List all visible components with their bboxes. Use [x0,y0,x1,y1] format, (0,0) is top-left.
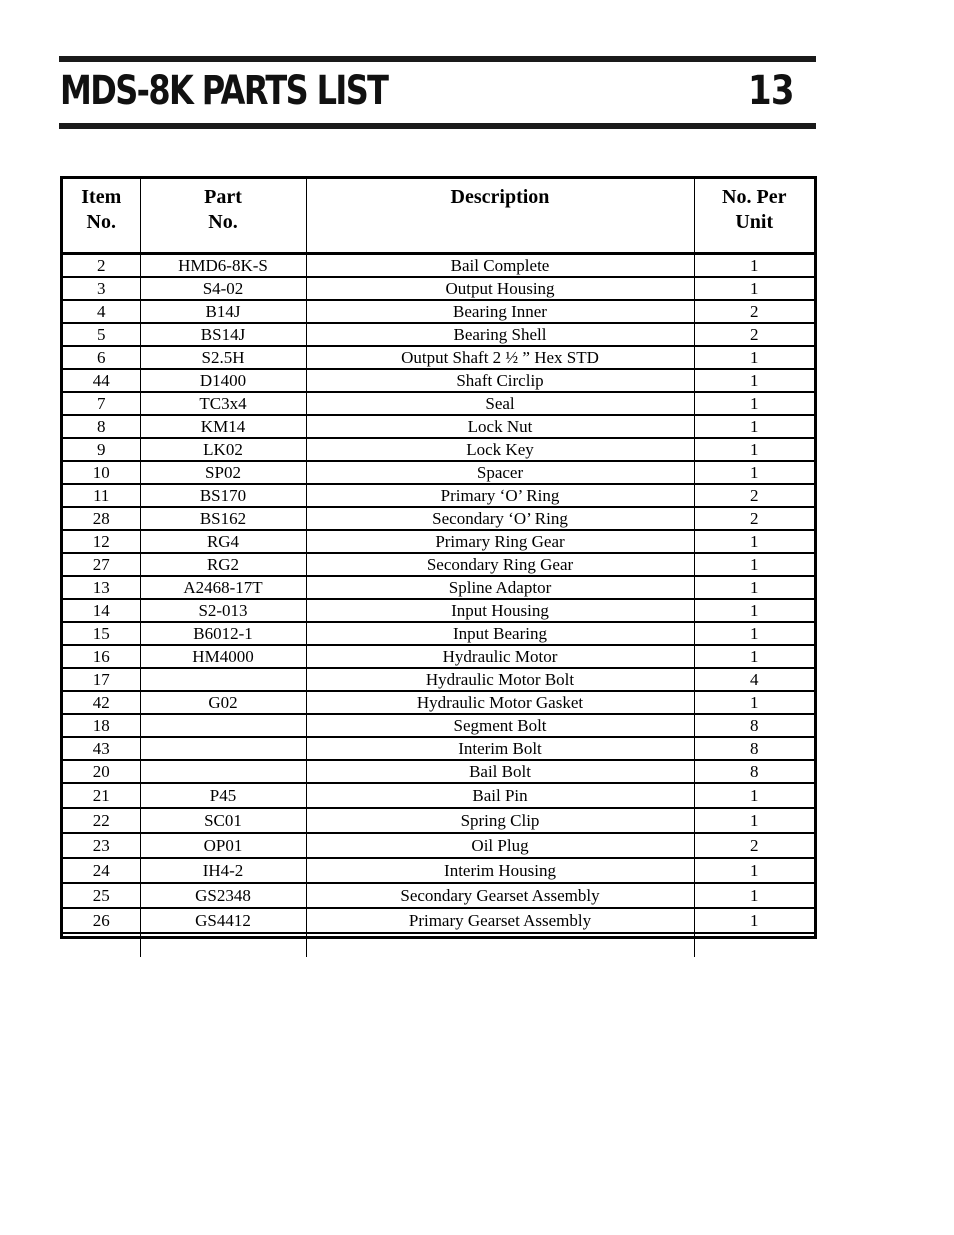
cell-description: Bail Complete [306,254,694,278]
table-row [63,691,814,714]
cell-item-no: 8 [63,415,140,438]
cell-item-no: 25 [63,883,140,908]
cell-description: Spring Clip [306,808,694,833]
cell-part-no [140,737,306,760]
cell-part-no: OP01 [140,833,306,858]
cell-part-no: RG2 [140,553,306,576]
cell-part-no [140,760,306,783]
cell-item-no: 9 [63,438,140,461]
cell-item-no: 11 [63,484,140,507]
table-row [63,783,814,808]
cell-description: Primary Gearset Assembly [306,908,694,933]
cell-item-no: 20 [63,760,140,783]
cell-description: Hydraulic Motor [306,645,694,668]
cell-qty-per-unit: 1 [694,415,814,438]
table-row [63,530,814,553]
cell-part-no: SC01 [140,808,306,833]
parts-table-body [63,254,814,958]
cell-qty-per-unit: 8 [694,737,814,760]
cell-item-no: 21 [63,783,140,808]
table-row [63,622,814,645]
cell-description [306,933,694,957]
parts-table-frame [60,176,817,939]
cell-item-no: 24 [63,858,140,883]
cell-qty-per-unit: 8 [694,760,814,783]
table-row [63,760,814,783]
cell-part-no: G02 [140,691,306,714]
cell-qty-per-unit: 1 [694,461,814,484]
cell-description: Lock Nut [306,415,694,438]
cell-part-no: B6012-1 [140,622,306,645]
cell-part-no: GS2348 [140,883,306,908]
cell-part-no: BS170 [140,484,306,507]
cell-qty-per-unit: 2 [694,300,814,323]
table-row [63,645,814,668]
table-row [63,484,814,507]
table-row [63,415,814,438]
cell-description: Input Housing [306,599,694,622]
cell-part-no: HMD6-8K-S [140,254,306,278]
cell-qty-per-unit: 2 [694,833,814,858]
table-row [63,858,814,883]
cell-item-no: 4 [63,300,140,323]
cell-qty-per-unit: 1 [694,599,814,622]
header-bottom-rule [59,123,816,129]
cell-description: Output Shaft 2 ½ ” Hex STD [306,346,694,369]
table-row [63,300,814,323]
cell-qty-per-unit: 8 [694,714,814,737]
table-row [63,576,814,599]
cell-qty-per-unit: 1 [694,438,814,461]
cell-part-no: TC3x4 [140,392,306,415]
cell-part-no: RG4 [140,530,306,553]
cell-item-no: 7 [63,392,140,415]
cell-part-no [140,714,306,737]
cell-part-no: HM4000 [140,645,306,668]
cell-qty-per-unit: 1 [694,783,814,808]
header-top-rule [59,56,816,62]
cell-qty-per-unit: 1 [694,622,814,645]
page-number: 13 [748,68,794,114]
cell-qty-per-unit: 1 [694,530,814,553]
table-row [63,507,814,530]
cell-description: Secondary Gearset Assembly [306,883,694,908]
cell-qty-per-unit: 1 [694,277,814,300]
cell-description: Bail Bolt [306,760,694,783]
cell-qty-per-unit: 1 [694,858,814,883]
cell-description: Shaft Circlip [306,369,694,392]
cell-description: Bail Pin [306,783,694,808]
cell-description: Spline Adaptor [306,576,694,599]
table-row [63,908,814,933]
cell-part-no: S2.5H [140,346,306,369]
table-row [63,668,814,691]
cell-qty-per-unit: 1 [694,908,814,933]
cell-item-no: 42 [63,691,140,714]
table-row [63,392,814,415]
cell-part-no: P45 [140,783,306,808]
table-row [63,599,814,622]
table-row [63,933,814,957]
page-title: MDS-8K PARTS LIST [60,68,388,114]
cell-description: Spacer [306,461,694,484]
cell-qty-per-unit: 1 [694,691,814,714]
cell-description: Interim Housing [306,858,694,883]
cell-item-no: 26 [63,908,140,933]
cell-item-no: 13 [63,576,140,599]
cell-item-no [63,933,140,957]
cell-description: Hydraulic Motor Bolt [306,668,694,691]
cell-item-no: 28 [63,507,140,530]
cell-item-no: 15 [63,622,140,645]
cell-description: Lock Key [306,438,694,461]
cell-item-no: 16 [63,645,140,668]
cell-description: Oil Plug [306,833,694,858]
table-row [63,833,814,858]
parts-table [63,179,814,957]
cell-part-no: KM14 [140,415,306,438]
cell-qty-per-unit [694,933,814,957]
cell-part-no [140,933,306,957]
cell-description: Segment Bolt [306,714,694,737]
cell-part-no: IH4-2 [140,858,306,883]
cell-part-no: B14J [140,300,306,323]
cell-item-no: 10 [63,461,140,484]
cell-description: Primary Ring Gear [306,530,694,553]
column-header-item-no: Item No. [63,179,140,254]
cell-item-no: 14 [63,599,140,622]
cell-part-no: LK02 [140,438,306,461]
cell-item-no: 43 [63,737,140,760]
cell-qty-per-unit: 1 [694,645,814,668]
table-row [63,438,814,461]
cell-qty-per-unit: 1 [694,808,814,833]
cell-part-no: SP02 [140,461,306,484]
cell-description: Interim Bolt [306,737,694,760]
cell-item-no: 18 [63,714,140,737]
cell-item-no: 17 [63,668,140,691]
cell-description: Secondary Ring Gear [306,553,694,576]
cell-qty-per-unit: 1 [694,553,814,576]
cell-description: Primary ‘O’ Ring [306,484,694,507]
cell-qty-per-unit: 1 [694,346,814,369]
cell-qty-per-unit: 1 [694,883,814,908]
cell-part-no: D1400 [140,369,306,392]
cell-qty-per-unit: 1 [694,392,814,415]
table-row [63,714,814,737]
table-row [63,883,814,908]
cell-qty-per-unit: 4 [694,668,814,691]
cell-qty-per-unit: 1 [694,576,814,599]
cell-part-no: BS14J [140,323,306,346]
cell-item-no: 5 [63,323,140,346]
cell-description: Secondary ‘O’ Ring [306,507,694,530]
cell-description: Seal [306,392,694,415]
cell-description: Bearing Shell [306,323,694,346]
cell-item-no: 6 [63,346,140,369]
cell-part-no: GS4412 [140,908,306,933]
cell-item-no: 2 [63,254,140,278]
cell-qty-per-unit: 2 [694,484,814,507]
table-row [63,254,814,278]
cell-qty-per-unit: 1 [694,369,814,392]
cell-item-no: 12 [63,530,140,553]
cell-description: Hydraulic Motor Gasket [306,691,694,714]
table-row [63,323,814,346]
table-row [63,808,814,833]
table-row [63,553,814,576]
table-row [63,277,814,300]
cell-description: Bearing Inner [306,300,694,323]
cell-part-no: A2468-17T [140,576,306,599]
table-row [63,369,814,392]
cell-qty-per-unit: 2 [694,507,814,530]
table-header-row [63,179,814,254]
column-header-qty-per-unit: No. Per Unit [694,179,814,254]
table-row [63,737,814,760]
table-row [63,346,814,369]
cell-part-no: BS162 [140,507,306,530]
cell-qty-per-unit: 1 [694,254,814,278]
cell-item-no: 23 [63,833,140,858]
cell-description: Input Bearing [306,622,694,645]
cell-part-no: S4-02 [140,277,306,300]
table-row [63,461,814,484]
cell-item-no: 27 [63,553,140,576]
cell-qty-per-unit: 2 [694,323,814,346]
column-header-description: Description [306,179,694,254]
cell-item-no: 44 [63,369,140,392]
cell-description: Output Housing [306,277,694,300]
column-header-part-no: Part No. [140,179,306,254]
cell-item-no: 3 [63,277,140,300]
cell-item-no: 22 [63,808,140,833]
cell-part-no: S2-013 [140,599,306,622]
cell-part-no [140,668,306,691]
